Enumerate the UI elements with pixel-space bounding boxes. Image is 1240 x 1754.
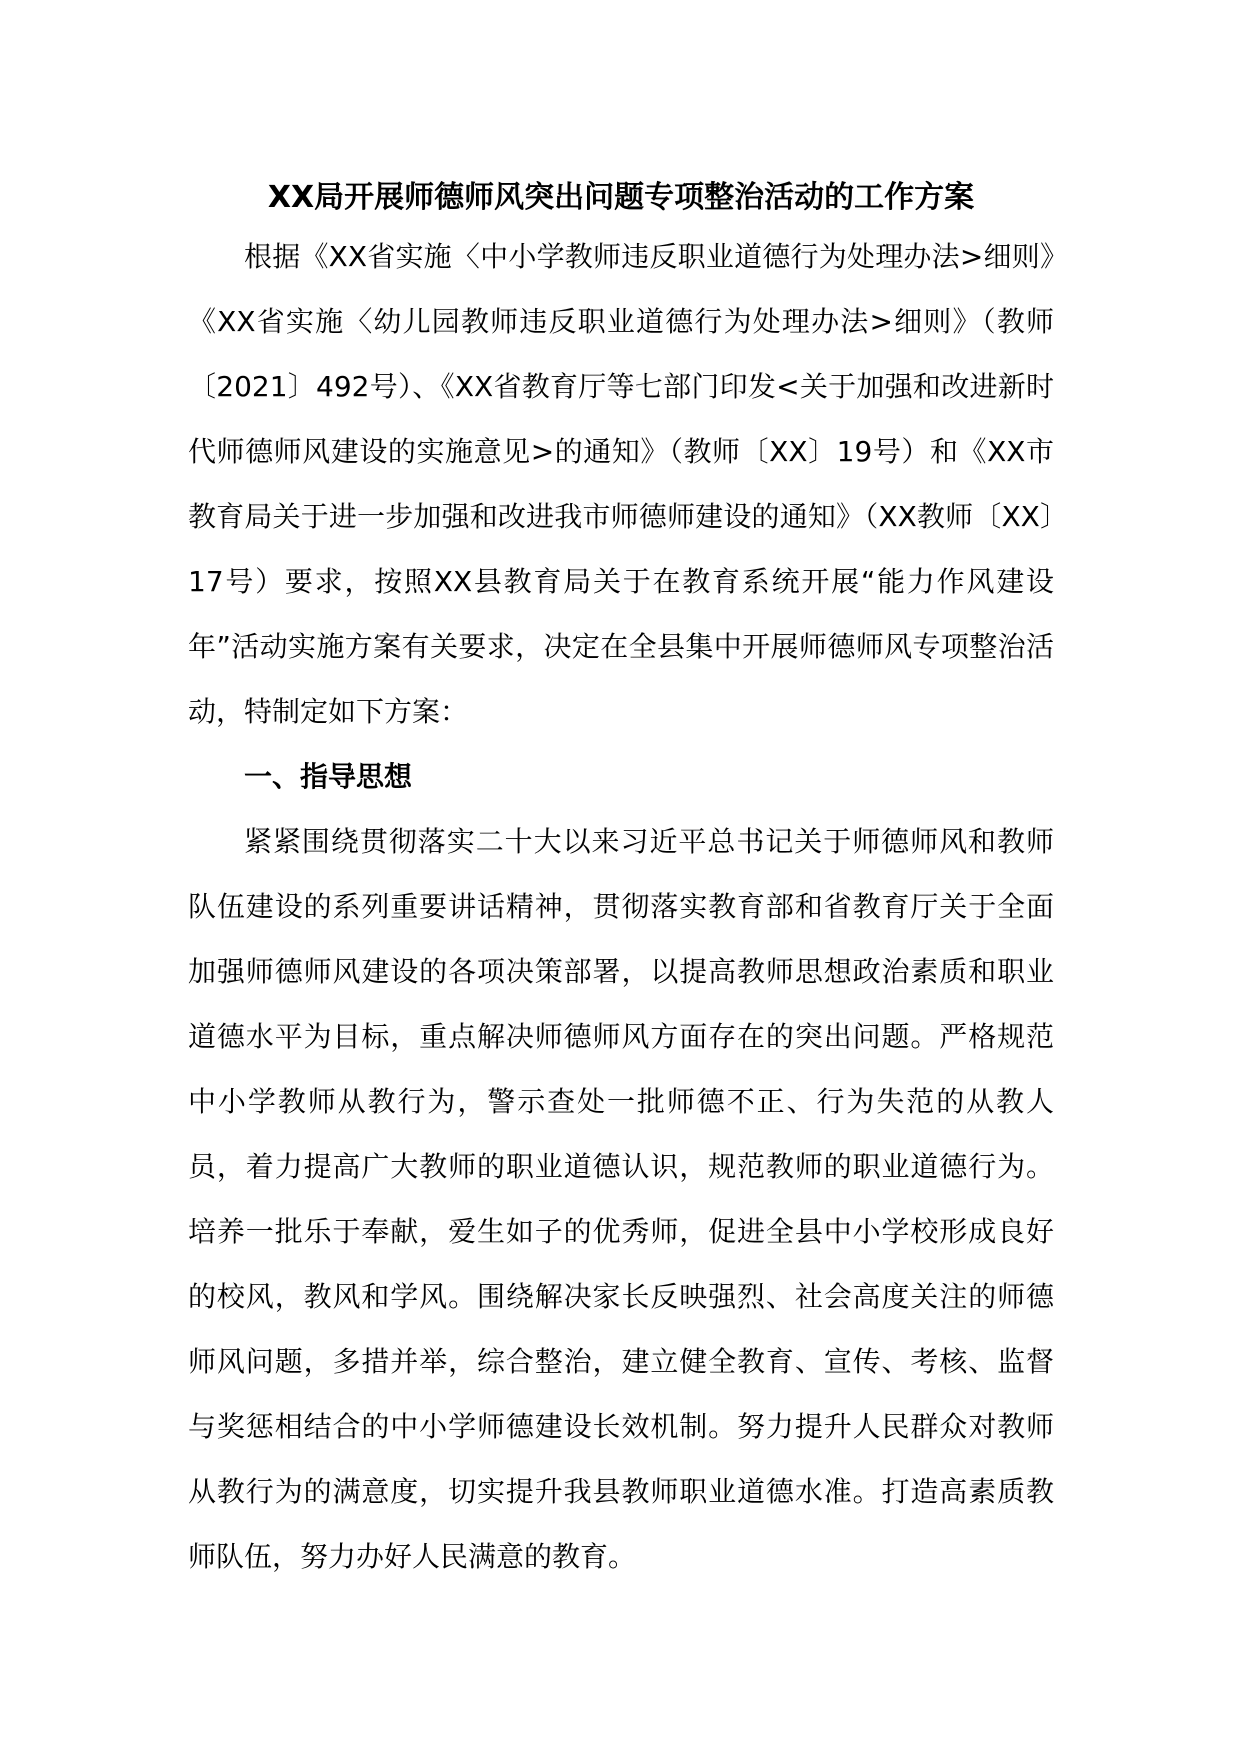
intro-paragraph: 根据《XX省实施〈中小学教师违反职业道德行为处理办法>细则》《XX省实施〈幼儿园教师违反职业道德行为处理办法>细则》（教师〔2021〕492号）、《XX省教育厅等七部门印发<关于加强和改进新时代师德师风建设的实施意见>的通知》（教师〔XX〕19号）和《XX市教育局关于进一步加强和改进我市师德师建设的通知》（XX教师〔XX〕17号）要求，按照XX县教育局关于在教育系统开展“能力作风建设年”活动实施方案有关要求，决定在全县集中开展师德师风专项整治活动，特制定如下方案： xyxy=(188,240,1054,728)
document-title: XX局开展师德师风突出问题专项整治活动的工作方案 xyxy=(267,180,975,215)
document-body xyxy=(188,172,1054,1589)
section-heading-guiding-ideology: 一、指导思想 xyxy=(244,760,413,793)
section-paragraph-guiding-ideology: 紧紧围绕贯彻落实二十大以来习近平总书记关于师德师风和教师队伍建设的系列重要讲话精神，贯彻落实教育部和省教育厅关于全面加强师德师风建设的各项决策部署，以提高教师思想政治素质和职业道德水平为目标，重点解决师德师风方面存在的突出问题。严格规范中小学教师从教行为，警示查处一批师德不正、行为失范的从教人员，着力提高广大教师的职业道德认识，规范教师的职业道德行为。培养一批乐于奉献，爱生如子的优秀师，促进全县中小学校形成良好的校风，教风和学风。围绕解决家长反映强烈、社会高度关注的师德师风问题，多措并举，综合整治，建立健全教育、宣传、考核、监督与奖惩相结合的中小学师德建设长效机制。努力提升人民群众对教师从教行为的满意度，切实提升我县教师职业道德水准。打造高素质教师队伍，努力办好人民满意的教育。 xyxy=(188,825,1054,1573)
